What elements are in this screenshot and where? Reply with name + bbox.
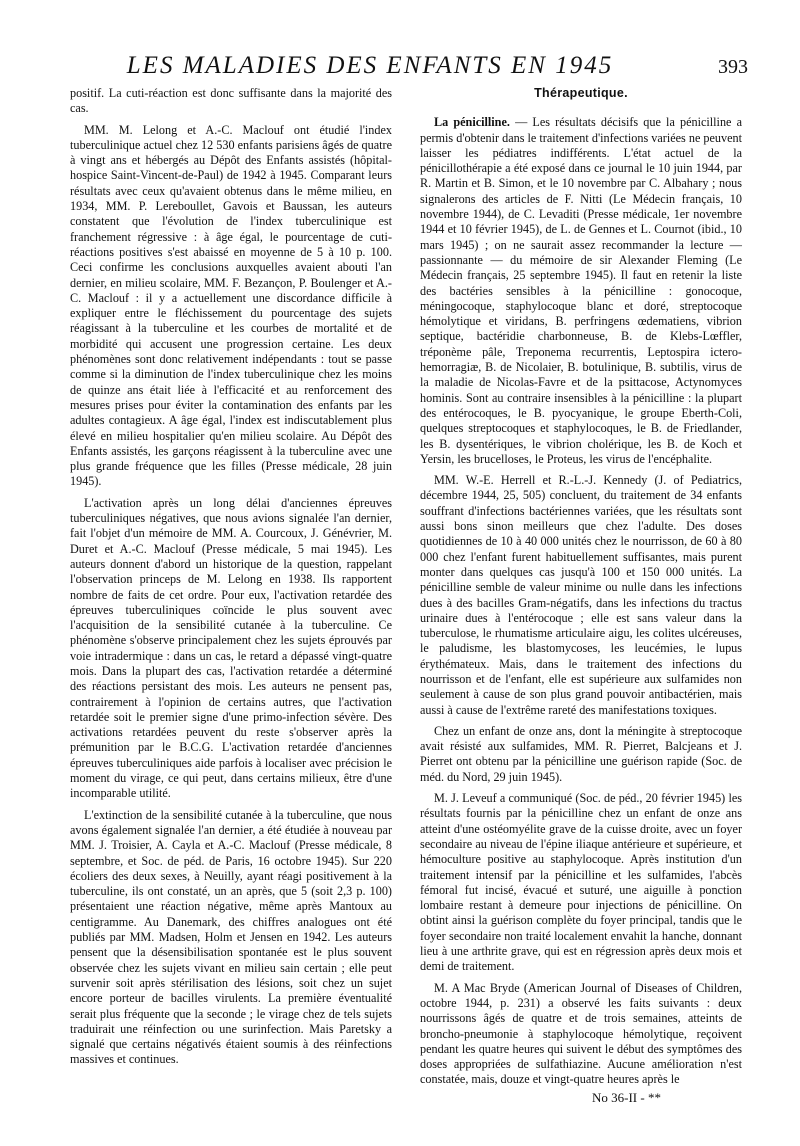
running-title: LES MALADIES DES ENFANTS EN 1945 [126, 52, 614, 79]
left-column [70, 86, 392, 1074]
paragraph: L'activation après un long délai d'anciennes épreuves tuberculiniques négatives, que nous avions signalée l'an dernier, fait l'objet d'un mémoire de MM. A. Courcoux, J. Génévrier, M. Duret et A.-C. Maclouf (Presse médicale, 5 mai 1945). Les auteurs donnent d'abord un historique de la question, rappelant l'observation princeps de M. Lelong en 1938. Ils rapportent nombre de faits de cet ordre. Pour eux, l'activation retardée des épreuves tuberculiniques coïncide le plus souvent avec l'acquisition de la sensibilité cutanée à la tuberculine. Ce phénomène s'observe principalement chez les sujets éprouvés par voie intradermique : dans un cas, le retard a dépassé vingt-quatre mois. Dans la plupart des cas, l'activation retardée a déterminé des réactions persistant des mois. Les auteurs ne pensent pas, contrairement à l'opinion de certains autres, que l'activation retardée soit le premier signe d'une primo-infection sévère. Des activations retardées peuvent du reste s'observer après la prémunition par le B.C.G. L'activation retardée d'anciennes épreuves tuberculiniques aide parfois à localiser avec précision le moment du virage, ce qui peut, dans certains milieux, être d'une incomparable utilité. [70, 495, 392, 801]
paragraph: positif. La cuti-réaction est donc suffisante dans la majorité des cas. [70, 86, 392, 116]
paragraph: M. J. Leveuf a communiqué (Soc. de péd., 20 février 1945) les résultats fournis par la pénicilline chez un enfant de onze ans atteint d'une ostéomyélite grave de la cuisse droite, avec un foyer secondaire au niveau de l'épine iliaque antérieure et supérieure, et hémoculture positive au staphylocoque. Après institution d'un traitement intensif par la pénicilline et les sulfamides, l'abcès fémoral fut incisé, évacué et suturé, une aiguille à ponction lombaire restant à demeure pour injections de pénicilline. On obtint ainsi la guérison complète du foyer principal, tandis que le foyer secondaire non traité localement envahit la hanche, donnant lieu à une arthrite grave, qui est en régression après deux mois et demi de traitement. [420, 791, 742, 974]
signature-mark: No 36-II - ** [592, 1090, 661, 1105]
paragraph: MM. M. Lelong et A.-C. Maclouf ont étudié l'index tuberculinique actuel chez 12 530 enfants parisiens âgés de quatre à vingt ans et hébergés au Dépôt des Enfants assistés (hôpital-hospice Saint-Vincent-de-Paul) de 1942 à 1945. Comparant leurs résultats avec ceux qu'avaient obtenus dans le même milieu, en 1934, MM. P. Lereboullet, Gavois et Baussan, les auteurs constatent que l'évolution de l'index tuberculinique est franchement régressive : à âge égal, le pourcentage de cuti-réactions positives s'est abaissé en moyenne de 5 à 10 p. 100. Ceci confirme les conclusions auxquelles avaient abouti l'an dernier, en milieu scolaire, MM. F. Bezançon, P. Boulenger et A.-C. Maclouf : il y a actuellement une discordance difficile à expliquer entre le fléchissement du pourcentage des sujets réagissant à la tuberculine et les courbes de mortalité et de morbidité qui accusent une progression certaine. Les deux phénomènes sont donc relativement indépendants : tout se passe comme si la diminution de l'index tuberculinique chez les moins de quinze ans était liée à l'efficacité et au renforcement des mesures prises pour éviter la contamination des enfants par les adultes contagieux. A âge égal, l'index est indiscutablement plus élevé en milieu hospitalier qu'en milieu scolaire. Au Dépôt des Enfants assistés, les garçons réagissent à la tuberculine avec une plus grande fréquence que les filles (Presse médicale, 28 juin 1945). [70, 122, 392, 489]
paragraph: L'extinction de la sensibilité cutanée à la tuberculine, que nous avons également signalée l'an dernier, a été étudiée à nouveau par MM. J. Troisier, A. Cayla et A.-C. Maclouf (Presse médicale, 8 septembre, et Soc. de péd. de Paris, 16 octobre 1945). Sur 220 écoliers des deux sexes, à Neuilly, ayant réagi positivement à la tuberculine, ils ont constaté, un an après, que 5 (soit 2,3 p. 100) présentaient une réaction négative, même après Mantoux au centigramme. Au Danemark, des chiffres analogues ont été publiés par MM. Madsen, Holm et Jensen en 1942. Les auteurs pensent que la désensibilisation spontanée est le plus souvent observée chez les sujets vivant en milieu sain certain ; elle peut survenir soit après stérilisation des lésions, soit chez un sujet encore porteur de bacilles virulents. La première éventualité serait plus fréquente que la seconde ; le virage chez de tels sujets traduirait une réinfection ou une surinfection. Mais Paretsky a signalé que certains négativés étaient soumis à des réinfections massives et continues. [70, 807, 392, 1067]
page-number: 393 [718, 56, 748, 78]
paragraph: MM. W.-E. Herrell et R.-L.-J. Kennedy (J. of Pediatrics, décembre 1944, 25, 505) concluent, du traitement de 34 enfants souffrant d'infections bactériennes variées, que les résultats sont aussi bons sinon meilleurs que chez l'adulte. Des doses quotidiennes de 10 à 40 000 unités chez le nourrisson, de 60 à 80 000 chez l'enfant furent habituellement suffisantes, mais purent monter dans quelques cas jusqu'à 100 et 150 000 unités. La pénicilline semble de valeur minime ou nulle dans les infections dues à des bacilles Gram-négatifs, dans les infections du tractus urinaire dues à l'entérocoque ; elle est sans valeur dans la tuberculose, le rhumatisme articulaire aigu, les colites ulcéreuses, le paludisme, les blastomycoses, les leucémies, le lupus érythémateux. Mais, dans le traitement des infections du nourrisson et de l'enfant, elle est supérieure aux sulfamides non seulement à cause de son plus grand pouvoir antibactérien, mais aussi à cause de l'extrême rareté des manifestations toxiques. [420, 473, 742, 717]
right-column [420, 86, 742, 1094]
paragraph [420, 115, 742, 467]
lead-term: La pénicilline. [434, 115, 510, 130]
section-heading: Thérapeutique. [534, 86, 628, 100]
page-header [70, 50, 750, 84]
paragraph: Chez un enfant de onze ans, dont la méningite à streptocoque avait résisté aux sulfamides, MM. R. Pierret, Balcjeans et J. Pierret ont obtenu par la pénicilline une guérison rapide (Soc. de méd. du Nord, 29 juin 1945). [420, 723, 742, 784]
paragraph-text: — Les résultats décisifs que la pénicilline a permis d'obtenir dans le traitement d'infections variées ne peuvent laisser les pédiatres indifférents. L'état actuel de la pénicillothérapie a été exposé dans ce journal le 10 juin 1944, par R. Martin et B. Simon, et le 10 novembre par C. Albahary ; nous signalerons des articles de F. Nitti (Le Médecin français, 10 novembre 1944), de C. Levaditi (Presse médicale, 1er novembre 1944 et 10 février 1945), de L. de Gennes et L. Cournot (ibid., 10 mars 1945) ; on ne saurait assez recommander la lecture — passionnante — du mémoire de sir Alexander Fleming (Le Médecin français, 25 septembre 1945). Il faut en retenir la liste des bactéries sensibles à la pénicilline : gonocoque, méningocoque, staphylocoque blanc et doré, streptocoque hémolytique et viridans, B. perfringens œdematiens, vibrion septique, bactéridie charbonneuse, B. de Klebs-Lœffler, tréponème pâle, Treponema recurrentis, Leptospira ictero-hemorragiæ, B. de Nicolaier, B. botulinique, B. subtilis, virus de la maladie de Nicolas-Favre et de la psittacose, Actynomyces hominis. Sont au contraire insensibles à la pénicilline : la plupart des entérocoques, le B. pyocyanique, le groupe Eberth-Coli, quelques streptocoques et staphylocoques, le B. de Friedlander, les B. dysentériques, le vibrion cholérique, les B. de Koch et Yersin, les brucelloses, le Proteus, les virus de l'encéphalite. [420, 115, 743, 466]
paragraph: M. A Mac Bryde (American Journal of Diseases of Children, octobre 1944, p. 231) a observé les faits suivants : deux nourrissons âgés de quatre et de trois semaines, atteints de broncho-pneumonie à staphylocoque hémolytique, reçoivent pendant les quatre heures qui suivent le début des symptômes des doses appropriées de sulfathiazine. Aucune amélioration n'est constatée, mais, douze et vingt-quatre heures après le [420, 980, 742, 1087]
